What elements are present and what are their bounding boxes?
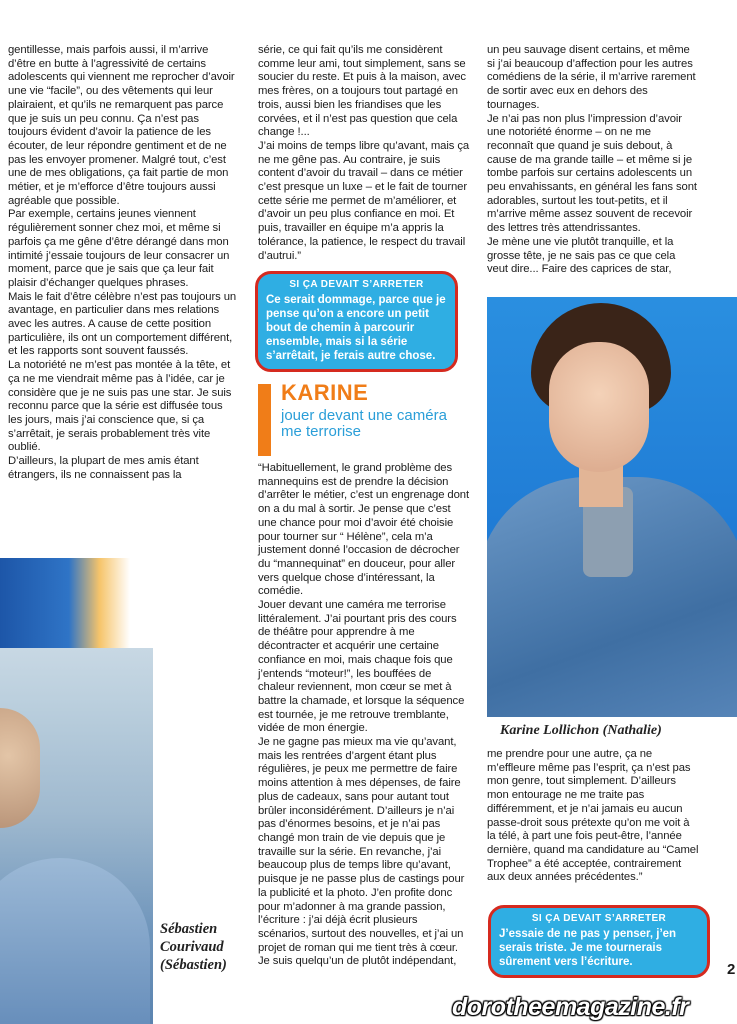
- photo-shirt: [0, 858, 150, 1024]
- photo-caption-sebastien: [160, 920, 260, 974]
- caption-line: (Sébastien): [160, 957, 227, 973]
- photo-face: [549, 342, 649, 472]
- quote-box-text: Ce serait dommage, parce que je pense qu’on a encore un petit bout de chemin à parcourir ensemble, mais si la série s’arrêtait, je ferais autre chose.: [266, 294, 446, 362]
- photo-background-strip: [0, 558, 153, 648]
- photo-caption-karine: Karine Lollichon (Nathalie): [500, 723, 662, 738]
- title-subtitle: jouer devant une caméra me terrorise: [281, 407, 447, 440]
- title-name: KARINE: [281, 380, 369, 405]
- paragraph: me prendre pour une autre, ça ne m’effleure même pas l’esprit, ça n’est pas mon genre, tout simplement. D’ailleurs mon entourage ne me traite pas différemment, et je n’ai jamais eu aucun passe-droit sous prétexte qu’on me voit à la télé, à part une fois peut-être, l’année dernière, quand ma candidature au “Camel Trophee” a été acceptée, contrairement aux deux années précédentes.”: [487, 748, 699, 884]
- paragraph: Je mène une vie plutôt tranquille, et la grosse tête, je ne sais pas ce que cela veut dire... Faire des caprices de star,: [487, 235, 676, 276]
- page-number: 2: [727, 961, 736, 978]
- photo-karine: [487, 297, 737, 717]
- article-column-2-lower: [258, 462, 470, 969]
- section-title-karine: [258, 382, 470, 462]
- paragraph: un peu sauvage disent certains, et même si j’ai beaucoup d’affection pour les autres comédiens de la série, il m’arrive rarement de sortir avec eux en dehors des tournages.: [487, 44, 696, 111]
- article-column-3-lower: [487, 748, 699, 885]
- quote-box-heading: SI ÇA DEVAIT S’ARRETER: [531, 913, 667, 924]
- title-accent-bar: [258, 384, 271, 456]
- paragraph: “Habituellement, le grand problème des mannequins est de prendre la décision d’arrêter le métier, c’est un engrenage dont on a du mal à sortir. Je pense que c’est une chance pour moi d’avoir été choisie pour tourner sur “ Hélène”, cela m’a justement donné l’occasion de décrocher du “mannequinat” en douceur, pour aller vers quelque chose d’intéressant, la comédie.: [258, 462, 469, 598]
- caption-line: Sébastien: [160, 921, 218, 937]
- quote-box-sebastien: [255, 271, 458, 372]
- article-column-2: [258, 44, 470, 263]
- quote-box-text: J’essaie de ne pas y penser, j’en serais triste. Je me tournerais sûrement vers l’écriture.: [499, 928, 677, 968]
- article-column-3: [487, 44, 699, 277]
- paragraph: Jouer devant une caméra me terrorise littéralement. J’ai pourtant pris des cours de théâtre pour apprendre à me décontracter et acquérir une certaine confiance en moi, mais chaque fois que j’entends “moteur!”, les bouffées de chaleur reviennent, mon cœur se met à battre la chamade, et lorsque la séquence est tournée, je me retrouve tremblante, vidée de mon énergie.: [258, 599, 465, 735]
- paragraph: Je ne gagne pas mieux ma vie qu’avant, mais les rentrées d’argent étant plus régulières, je peux me permettre de faire moins attention à mes dépenses, de faire plus de cadeaux, sans pour autant tout brûler inconsidérément. D’ailleurs je n’ai pas d’énormes besoins, et je n’ai pas changé mon train de vie depuis que je travaille sur la série. En revanche, j’ai beaucoup plus de temps libre qu’avant, puisque je ne passe plus de castings pour la publicité et la photo. J’en profite donc pour m’adonner à ma grande passion, l’écriture : j’ai déjà écrit plusieurs scénarios, surtout des nouvelles, et j’ai un projet de roman qui me tient très à cœur. Je suis quelqu’un de plutôt indépendant,: [258, 736, 465, 968]
- paragraph: La notoriété ne m’est pas montée à la tête, et ça ne me viendrait même pas à l’idée, car je considère que je ne suis pas une star. Je suis reconnu parce que la série est diffusée tous les jours, mais j’ai conscience que, si ça s’arrêtait, je serais probablement très vite oublié.: [8, 359, 232, 454]
- photo-sebastien: [0, 558, 153, 1024]
- article-column-1: [8, 44, 237, 483]
- photo-head: [0, 708, 40, 828]
- paragraph: gentillesse, mais parfois aussi, il m’arrive d’être en butte à l’agressivité de certains adolescents qui viennent me reprocher d’avoir une vie “facile”, ou des vêtements qui leur plairaient, et qu’ils ne remarquent pas parce que je suis un peu connu. Ça n’est pas toujours évident d’avoir la patience de les écouter, de leur répondre gentiment et de ne pas les envoyer promener. Malgré tout, c’est une de mes obligations, ça fait partie de mon métier, et je m’efforce d’être toujours aussi agréable que possible.: [8, 44, 235, 207]
- site-watermark: dorotheemagazine.fr: [452, 993, 689, 1021]
- paragraph: série, ce qui fait qu’ils me considèrent comme leur ami, tout simplement, sans se soucier du reste. Et puis à la maison, avec mes frères, on a toujours tout partagé en trois, aussi bien les friandises que les corvées, et il n’est pas question que cela change !...: [258, 44, 466, 139]
- paragraph: Je n’ai pas non plus l’impression d’avoir une notoriété énorme – on ne me reconnaît que quand je suis debout, à cause de ma grande taille – et même si je tombe parfois sur certains adolescents un peu envahissants, en général les fans sont adorables, surtout les tout-petits, et il m’arrive même assez souvent de recevoir des lettres très attendrissantes.: [487, 112, 697, 235]
- paragraph: J’ai moins de temps libre qu’avant, mais ça ne me gêne pas. Au contraire, je suis content d’avoir du travail – dans ce métier c’est presque un luxe – et le fait de tourner cette série me permet de m’améliorer, et d’avoir un peu plus confiance en moi. Et puis, travailler en équipe m’a appris la tolérance, la patience, le respect du travail d’autrui.”: [258, 139, 470, 262]
- paragraph: D’ailleurs, la plupart de mes amis étant étrangers, ils ne connaissent pas la: [8, 455, 199, 481]
- caption-line: Courivaud: [160, 939, 224, 955]
- quote-box-heading: SI ÇA DEVAIT S’ARRETER: [289, 279, 424, 290]
- paragraph: Mais le fait d’être célèbre n’est pas toujours un avantage, en particulier dans mes relations avec les autres. A cause de cette position particulière, ils ont un comportement différent, et les rapports sont souvent faussés.: [8, 290, 237, 358]
- paragraph: Par exemple, certains jeunes viennent régulièrement sonner chez moi, et même si parfois ça me gêne d’être dérangé dans mon intimité j’essaie toujours de leur consacrer un moment, parce que je sais que ça leur fait plaisir d’échanger quelques phrases.: [8, 208, 230, 289]
- quote-box-karine: [488, 905, 710, 978]
